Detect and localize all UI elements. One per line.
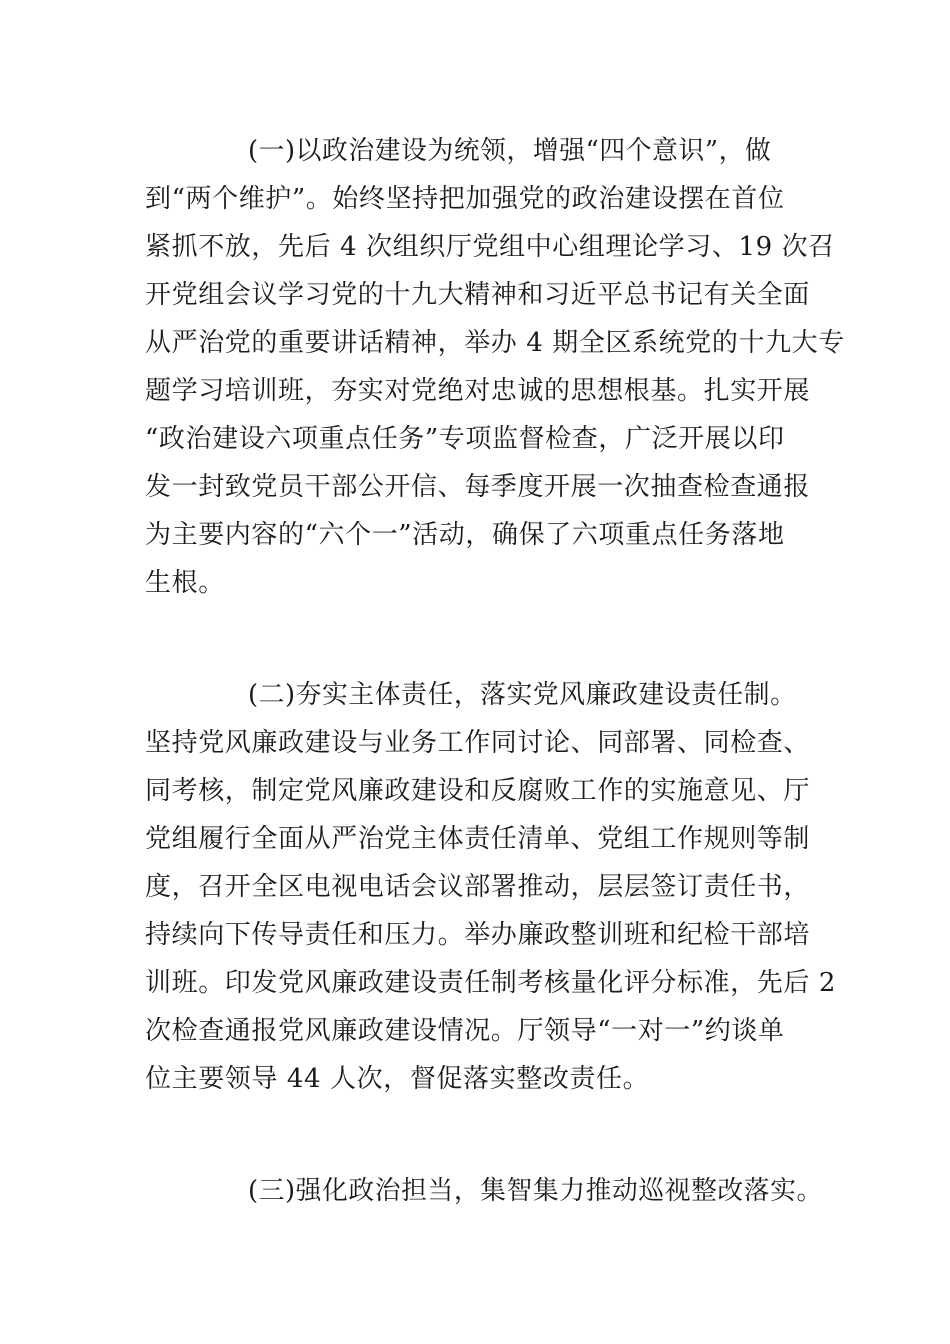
paragraph-2-heading: (二)夯实主体责任，落实党风廉政建设责任制。 — [248, 680, 797, 710]
paragraph-1-line-5: 题学习培训班，夯实对党绝对忠诚的思想根基。扎实开展 — [145, 376, 811, 406]
paragraph-1-line-9: 生根。 — [145, 568, 225, 598]
paragraph-1-heading: (一)以政治建设为统领，增强“四个意识”，做 — [248, 136, 772, 166]
paragraph-1-line-6: “政治建设六项重点任务”专项监督检查，广泛开展以印 — [145, 424, 785, 454]
paragraph-2-line-2: 同考核，制定党风廉政建设和反腐败工作的实施意见、厅 — [145, 776, 811, 806]
paragraph-2-line-3: 党组履行全面从严治党主体责任清单、党组工作规则等制 — [145, 824, 811, 854]
paragraph-1-line-1: 到“两个维护”。始终坚持把加强党的政治建设摆在首位 — [145, 184, 785, 214]
paragraph-3-heading: (三)强化政治担当，集智集力推动巡视整改落实。 — [248, 1176, 823, 1206]
paragraph-2-line-1: 坚持党风廉政建设与业务工作同讨论、同部署、同检查、 — [145, 728, 811, 758]
paragraph-1-line-7: 发一封致党员干部公开信、每季度开展一次抽查检查通报 — [145, 472, 811, 502]
paragraph-2-line-5: 持续向下传导责任和压力。举办廉政整训班和纪检干部培 — [145, 920, 811, 950]
paragraph-2-line-4: 度，召开全区电视电话会议部署推动，层层签订责任书， — [145, 872, 811, 902]
paragraph-1-line-2: 紧抓不放，先后 4 次组织厅党组中心组理论学习、19 次召 — [145, 232, 835, 262]
paragraph-1-line-3: 开党组会议学习党的十九大精神和习近平总书记有关全面 — [145, 280, 811, 310]
paragraph-1-line-8: 为主要内容的“六个一”活动，确保了六项重点任务落地 — [145, 520, 785, 550]
paragraph-2-line-7: 次检查通报党风廉政建设情况。厅领导“一对一”约谈单 — [145, 1016, 785, 1046]
paragraph-2-line-8: 位主要领导 44 人次，督促落实整改责任。 — [145, 1064, 650, 1094]
paragraph-2-line-6: 训班。印发党风廉政建设责任制考核量化评分标准，先后 2 — [145, 968, 837, 998]
paragraph-1-line-4: 从严治党的重要讲话精神，举办 4 期全区系统党的十九大专 — [145, 328, 845, 358]
